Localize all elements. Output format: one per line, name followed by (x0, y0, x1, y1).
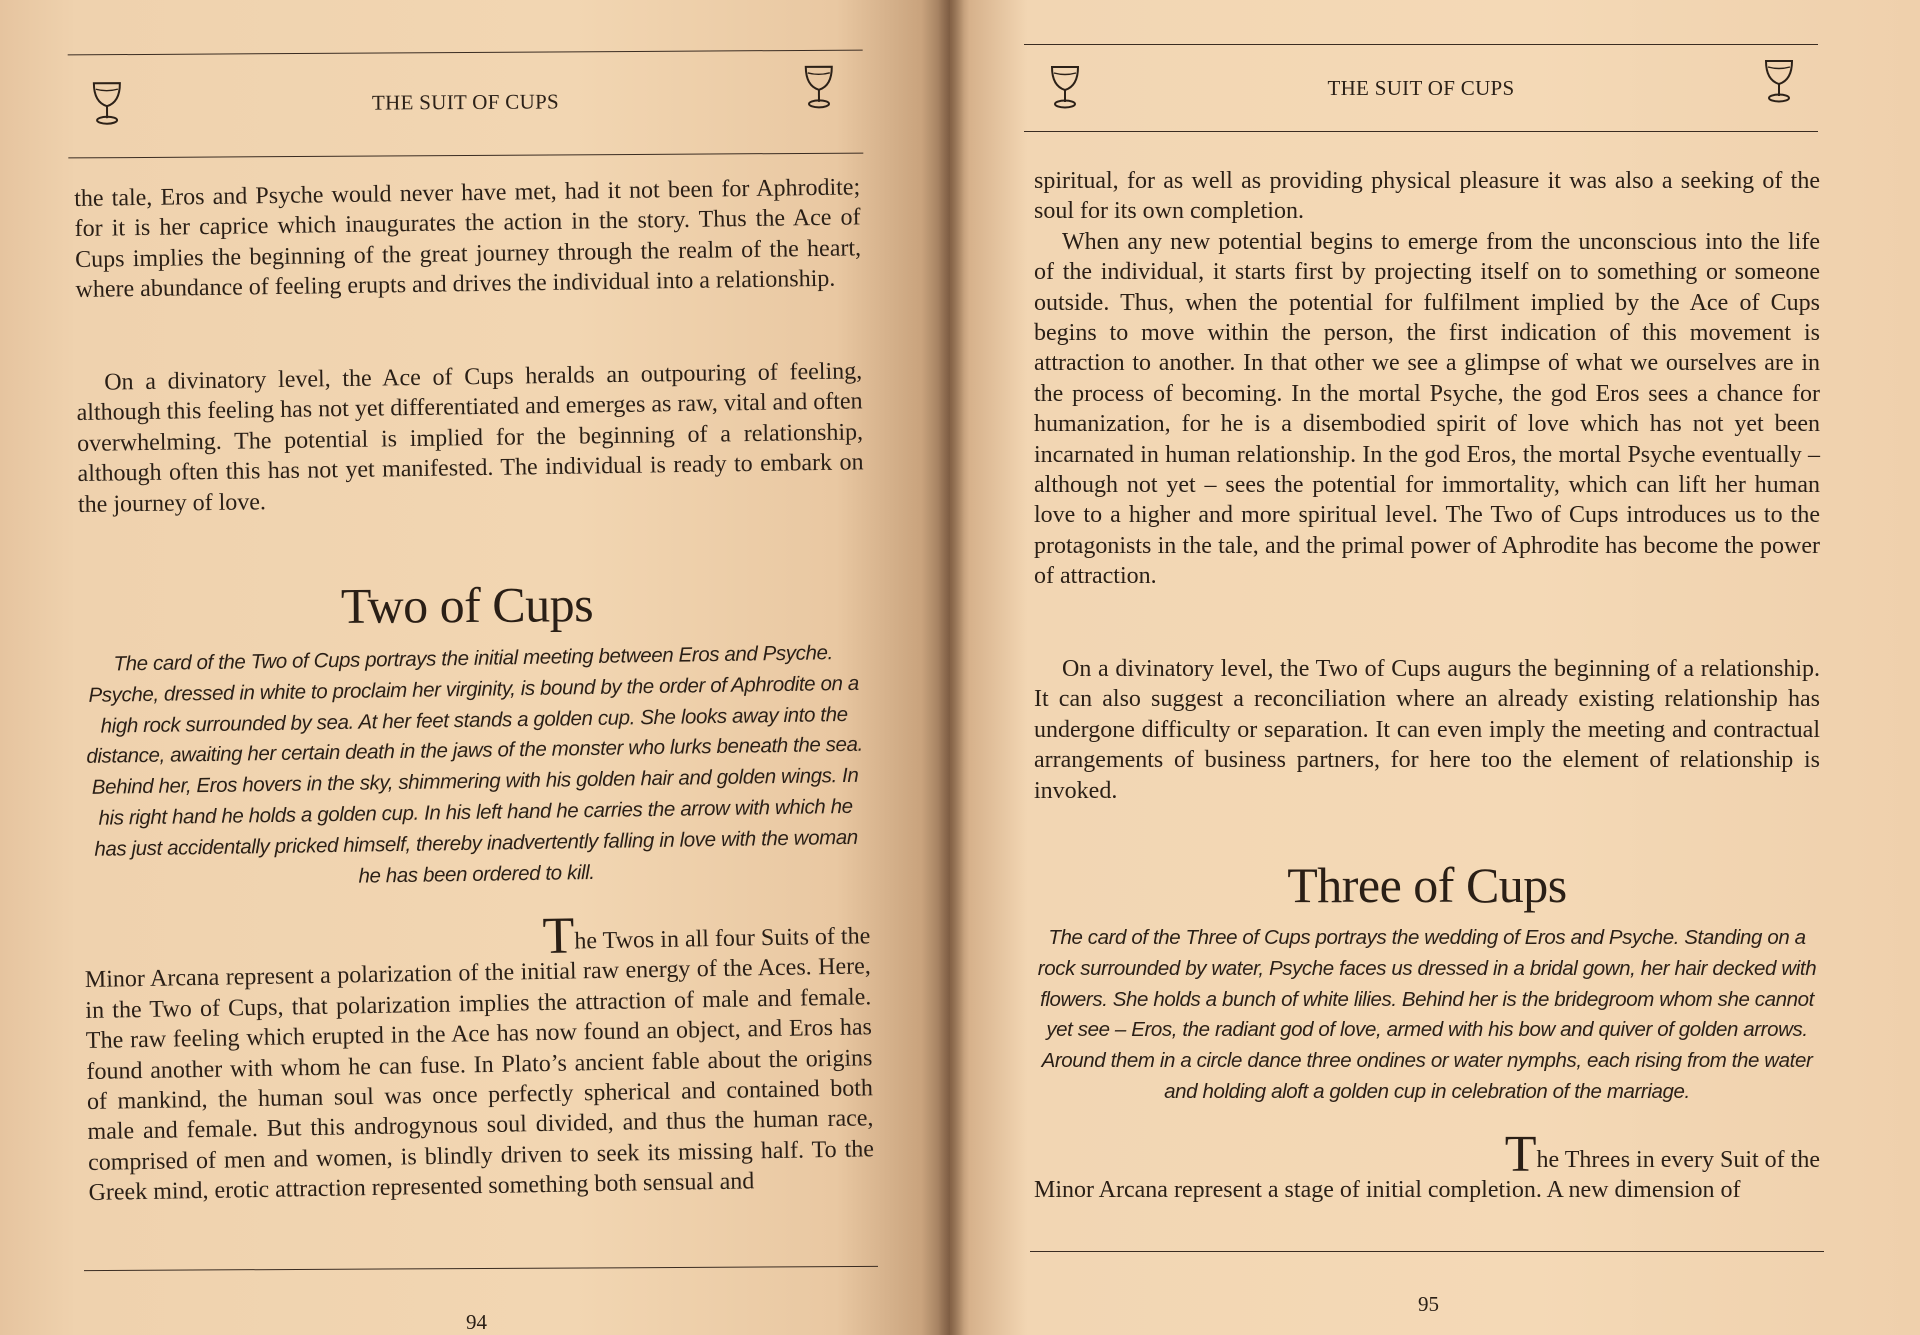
cup-icon (802, 64, 836, 110)
section-title: Three of Cups (1287, 857, 1567, 913)
paragraph-text: he Threes in every Suit of the (1536, 1147, 1820, 1173)
cup-icon (1762, 58, 1796, 104)
card-description: The card of the Three of Cups portrays the wedding of Eros and Psyche. Standing on a rock surrounded by water, Psyche faces us dressed in a bridal gown, her hair decked with flowers. She holds a bunch of white lilies. Behind her is the bridegroom whom she cannot yet see – Eros, the radiant god of love, armed with his bow and quiver of golden arrows. Around them in a circle dance three ondines or water nymphs, each rising from the water and holding aloft a golden cup in celebration of the marriage. (1037, 926, 1817, 1103)
footer-rule (1030, 1251, 1824, 1252)
paragraph-text: spiritual, for as well as providing physical pleasure it was also a seeking of the soul for its own completion. (1034, 168, 1820, 225)
left-page (0, 0, 950, 1335)
paragraph-text: Minor Arcana represent a polarization of the initial raw energy of the Aces. Here, in the Two of Cups, that polarization implies the attraction of male and female. The raw feeling which erupted in the Ace has now found an object, and Eros has found another with whom he can fuse. In Plato’s ancient fable about the origins of mankind, the human soul was once perfectly spherical and contained both male and female. But this androgynous soul divided, and thus the human race, comprised of men and women, is blindly driven to seek its missing half. To the Greek mind, erotic attraction represented something both sensual and (84, 953, 875, 1207)
book-spine-shadow (938, 0, 964, 1335)
header-rule-top (68, 50, 863, 56)
right-page (950, 0, 1920, 1335)
body-paragraph (1034, 166, 1820, 592)
header-rule-bottom (68, 153, 863, 159)
body-paragraph (84, 907, 875, 1208)
body-paragraph (1034, 654, 1820, 806)
paragraph-text: When any new potential begins to emerge from the unconscious into the life of the individual, it starts first by projecting itself on to something or someone outside. Thus, when the potential for fulfilment implied by the Ace of Cups begins to move within the person, the first indication of this movement is attraction to another. In that other we see a glimpse of what we ourselves are in the process of becoming. In the mortal Psyche, the god Eros sees a chance for humanization, for he is a disembodied spirit of love which has not yet been incarnated in human relationship. In the god Eros, the mortal Psyche eventually – although not yet – sees the potential for immortality, which can lift her human love to a higher and more spiritual level. The Two of Cups introduces us to the protagonists in the tale, and the primal power of Aphrodite has become the power of attraction. (1034, 228, 1820, 590)
page-number: 95 (1418, 1292, 1439, 1316)
right-page-header (1024, 44, 1818, 132)
footer-rule (84, 1266, 878, 1271)
header-rule-top (1024, 44, 1818, 45)
left-page-header (68, 50, 864, 159)
body-paragraph (76, 356, 864, 520)
paragraph-text: the tale, Eros and Psyche would never have met, had it not been for Aphrodite; for it is her caprice which inaugurates the action in the story. Thus the Ace of Cups implies the beginning of the great journey through the realm of the heart, where abundance of feeling erupts and drives the individual into a relationship. (74, 174, 862, 304)
body-paragraph (1034, 1126, 1820, 1206)
running-header-title: THE SUIT OF CUPS (1327, 76, 1515, 100)
section-title: Two of Cups (340, 576, 594, 634)
body-paragraph (74, 172, 862, 305)
paragraph-text: On a divinatory level, the Ace of Cups heralds an outpouring of feeling, although this feeling has not yet differentiated and emerges as raw, vital and often overwhelming. The potential is implied for the beginning of a relationship, although often this has not yet manifested. The individual is ready to embark on the journey of love. (76, 358, 864, 518)
running-header-title: THE SUIT OF CUPS (371, 89, 560, 115)
paragraph-text: On a divinatory level, the Two of Cups augurs the beginning of a relationship. It can also suggest a reconciliation where an already existing relationship has undergone difficulty or separation. It can even imply the meeting and contractual arrangements of business partners, for here too the element of relationship is invoked. (1034, 656, 1820, 804)
card-description: The card of the Two of Cups portrays the initial meeting between Eros and Psyche. Psyche, dressed in white to proclaim her virginity, is bound by the order of Aphrodite on a high rock surrounded by sea. At her feet stands a golden cup. She looks away into the distance, awaiting her certain death in the jaws of the monster who lurks beneath the sea. Behind her, Eros hovers in the sky, shimmering with his golden hair and golden wings. In his right hand he holds a golden cup. In his left hand he carries the arrow with which he has just accidentally pricked himself, thereby inadvertently falling in love with the woman he has been ordered to kill. (86, 641, 864, 888)
drop-cap: T (1504, 1126, 1537, 1183)
page-number: 94 (466, 1310, 487, 1334)
paragraph-text: Minor Arcana represent a stage of initial completion. A new dimension of (1034, 1177, 1741, 1204)
drop-cap: T (542, 907, 575, 965)
paragraph-text: he Twos in all four Suits of the (574, 923, 871, 955)
dropcap-line (1034, 1126, 1820, 1183)
header-rule-bottom (1024, 131, 1818, 132)
